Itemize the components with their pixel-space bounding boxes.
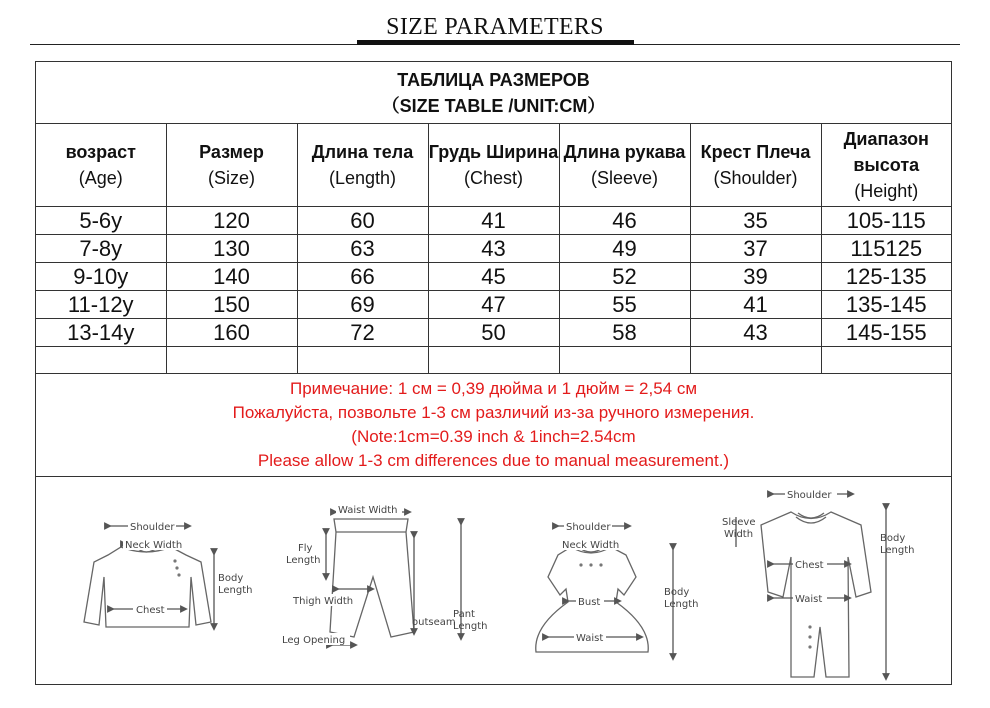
- page-title: SIZE PARAMETERS: [386, 14, 604, 40]
- table-row: [36, 319, 951, 347]
- table-title-ru: ТАБЛИЦА РАЗМЕРОВ: [397, 70, 590, 90]
- measurement-notes: [36, 373, 951, 477]
- shirt-chest-label: Chest: [136, 605, 165, 616]
- table-cell: 49: [559, 235, 690, 263]
- table-cell: 52: [559, 263, 690, 291]
- column-header-shoulder: Крест Плеча (Shoulder): [690, 124, 821, 207]
- table-cell: 140: [166, 263, 297, 291]
- table-row-empty: [36, 347, 951, 374]
- table-cell: 66: [297, 263, 428, 291]
- table-cell: 72: [297, 319, 428, 347]
- table-cell: 5-6y: [36, 207, 166, 235]
- pants-waist-label: Waist Width: [338, 505, 398, 516]
- table-cell: 41: [690, 291, 821, 319]
- table-cell: 45: [428, 263, 559, 291]
- table-cell: 60: [297, 207, 428, 235]
- shirt-neck-label: Neck Width: [125, 540, 183, 551]
- romper-diagram: [736, 494, 886, 677]
- table-cell: 50: [428, 319, 559, 347]
- table-cell: 69: [297, 291, 428, 319]
- dress-neck-label: Neck Width: [562, 540, 620, 551]
- table-cell: 145-155: [821, 319, 951, 347]
- romper-sleeve-label: Sleeve: [722, 517, 756, 528]
- table-row: [36, 263, 951, 291]
- romper-chest-label: Chest: [795, 560, 824, 571]
- table-title-en: （SIZE TABLE /UNIT:CM）: [381, 96, 606, 116]
- table-cell: 9-10y: [36, 263, 166, 291]
- table-cell: 37: [690, 235, 821, 263]
- romper-waist-label: Waist: [795, 594, 823, 605]
- pants-pant-label: Pant: [453, 609, 475, 620]
- pants-fly-length-label: Length: [286, 555, 321, 566]
- measurement-diagrams: [36, 477, 951, 685]
- table-cell: 150: [166, 291, 297, 319]
- note-line: Примечание: 1 см = 0,39 дюйма и 1 дюйм = 2,54 см: [289, 379, 698, 398]
- pants-pant-length-label: Length: [453, 621, 488, 632]
- shirt-body-label: Body: [218, 573, 244, 584]
- table-header-row: [36, 124, 951, 207]
- romper-body-label: Body: [880, 533, 906, 544]
- table-cell: 46: [559, 207, 690, 235]
- pants-outseam-label: outseam: [412, 617, 456, 628]
- note-line: (Note:1cm=0.39 inch & 1inch=2.54cm: [351, 427, 636, 446]
- romper-shoulder-label: Shoulder: [787, 490, 832, 501]
- column-header-age: возраст (Age): [36, 124, 166, 207]
- pants-leg-label: Leg Opening: [282, 635, 346, 646]
- size-chart-frame: [35, 61, 952, 685]
- pants-thigh-label: Thigh Width: [293, 596, 354, 607]
- column-header-chest: Грудь Ширина (Chest): [428, 124, 559, 207]
- note-line: Please allow 1-3 cm differences due to manual measurement.): [257, 451, 730, 470]
- table-cell: 41: [428, 207, 559, 235]
- table-cell: 130: [166, 235, 297, 263]
- shirt-shoulder-label: Shoulder: [130, 522, 175, 533]
- romper-length-label: Length: [880, 545, 915, 556]
- table-cell: 7-8y: [36, 235, 166, 263]
- table-cell: 115125: [821, 235, 951, 263]
- table-cell: 58: [559, 319, 690, 347]
- header-underline-bar: [357, 40, 634, 45]
- table-cell: 160: [166, 319, 297, 347]
- dress-body-label: Body: [664, 587, 690, 598]
- table-cell: 13-14y: [36, 319, 166, 347]
- table-cell: 47: [428, 291, 559, 319]
- table-cell: 43: [428, 235, 559, 263]
- column-header-size: Размер (Size): [166, 124, 297, 207]
- dress-shoulder-label: Shoulder: [566, 522, 611, 533]
- dress-bust-label: Bust: [578, 597, 601, 608]
- table-cell: 135-145: [821, 291, 951, 319]
- table-cell: 120: [166, 207, 297, 235]
- dress-waist-label: Waist: [576, 633, 604, 644]
- table-row: [36, 291, 951, 319]
- column-header-height: Диапазон высота (Height): [821, 124, 951, 207]
- table-row: [36, 207, 951, 235]
- note-line: Пожалуйста, позвольте 1-3 см различий из-за ручного измерения.: [232, 403, 755, 422]
- table-cell: 105-115: [821, 207, 951, 235]
- shirt-length-label: Length: [218, 585, 253, 596]
- table-cell: 39: [690, 263, 821, 291]
- column-header-sleeve: Длина рукава (Sleeve): [559, 124, 690, 207]
- table-cell: 11-12y: [36, 291, 166, 319]
- page-header: [0, 0, 990, 60]
- table-cell: 43: [690, 319, 821, 347]
- table-cell: 63: [297, 235, 428, 263]
- size-table: [36, 124, 951, 374]
- table-cell: 55: [559, 291, 690, 319]
- table-cell: 35: [690, 207, 821, 235]
- pants-fly-label: Fly: [298, 543, 313, 554]
- table-cell: 125-135: [821, 263, 951, 291]
- table-title: [36, 62, 951, 124]
- table-row: [36, 235, 951, 263]
- column-header-length: Длина тела (Length): [297, 124, 428, 207]
- romper-width-label: Width: [724, 529, 754, 540]
- dress-length-label: Length: [664, 599, 699, 610]
